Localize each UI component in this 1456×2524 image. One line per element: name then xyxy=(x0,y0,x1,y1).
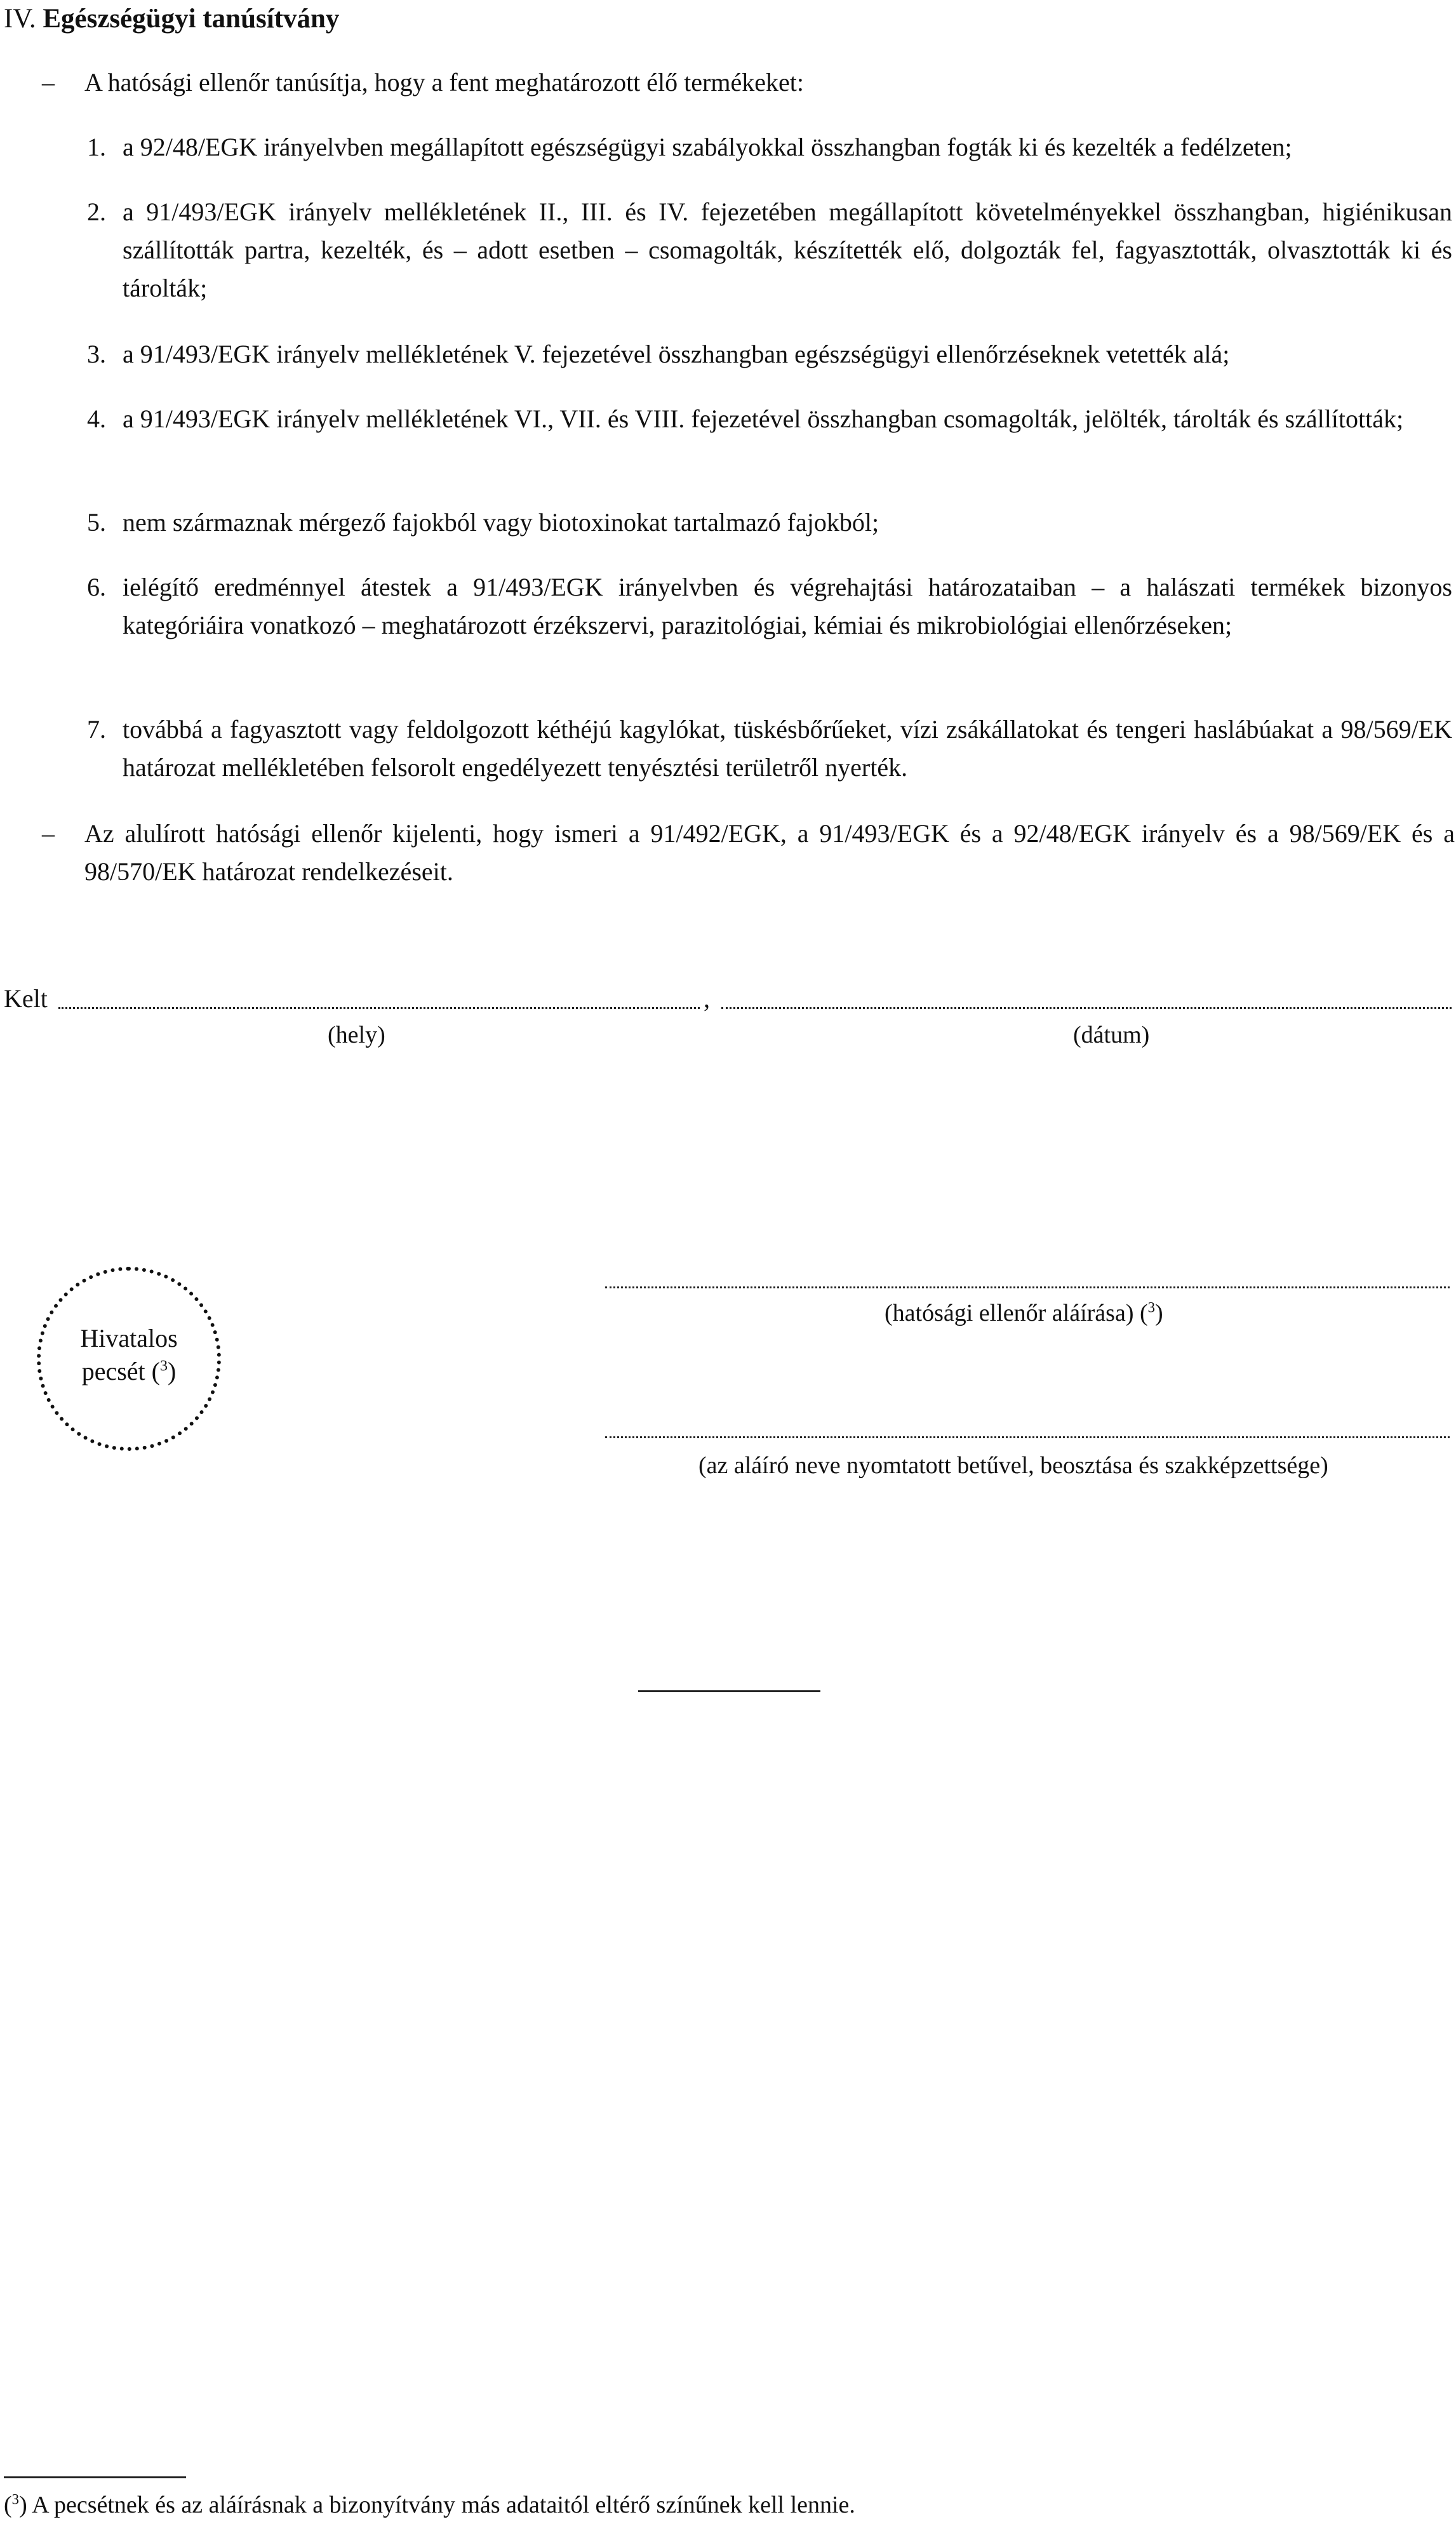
declaration-paragraph xyxy=(42,815,1455,891)
footnote-open: ( xyxy=(4,2492,12,2518)
signer-caption: (az aláíró neve nyomtatott betűvel, beosztása és szakképzettsége) xyxy=(698,1452,1328,1479)
footnote-ref: 3 xyxy=(1147,1299,1156,1316)
footnote-ref: 3 xyxy=(159,1358,168,1375)
footnote-close: ) xyxy=(19,2492,27,2518)
item-text: nem származnak mérgező fajokból vagy biotoxinokat tartalmazó fajokból; xyxy=(123,508,879,537)
list-item xyxy=(87,335,1452,373)
item-text: a 92/48/EGK irányelvben megállapított egészségügyi szabályokkal összhangban fogták ki és kezelték a fedélzeten; xyxy=(123,133,1292,161)
list-item xyxy=(87,400,1452,438)
declaration-text: Az alulírott hatósági ellenőr kijelenti, hogy ismeri a 91/492/EGK, a 91/493/EGK és a 92/48/EGK irányelv és a 98/569/EK és a 98/570/EK határozat rendelkezéseit. xyxy=(84,819,1455,886)
end-rule xyxy=(638,1690,820,1692)
item-number: 3. xyxy=(87,340,106,368)
footnote-rule xyxy=(4,2476,186,2478)
stamp-line-2-text: pecsét ( xyxy=(81,1357,160,1386)
intro-paragraph xyxy=(42,63,1455,102)
kelt-comma: , xyxy=(704,984,710,1013)
intro-text: A hatósági ellenőr tanúsítja, hogy a fent meghatározott élő termékeket: xyxy=(84,68,804,97)
signature-caption xyxy=(885,1294,1163,1332)
item-text: ielégítő eredménnyel átestek a 91/493/EGK irányelvben és végrehajtási határozataiban – a halászati termékek bizonyos kategóriáira vonatkozó – meghatározott érzékszervi, parazitológiai, kémiai és mikrobiológiai ellenőrzéseken; xyxy=(123,573,1452,639)
section-heading xyxy=(4,0,339,38)
signature-caption-text: (hatósági ellenőr aláírása) ( xyxy=(885,1300,1148,1326)
official-stamp-label xyxy=(37,1322,221,1388)
item-text: a 91/493/EGK irányelv mellékletének V. fejezetével összhangban egészségügyi ellenőrzéseknek vetették alá; xyxy=(123,340,1230,368)
stamp-line-2-close: ) xyxy=(167,1357,177,1386)
dash-bullet: – xyxy=(42,68,55,97)
list-item xyxy=(87,193,1452,307)
item-text: a 91/493/EGK irányelv mellékletének II., III. és IV. fejezetében megállapított követelményekkel összhangban, higiénikusan szállították partra, kezelték, és – adott esetben – csomagolták, készítették elő, dolgozták fel, fagyasztották, olvasztották ki és tárolták; xyxy=(123,197,1452,302)
place-date-row xyxy=(4,980,1455,1018)
footnote xyxy=(4,2486,855,2524)
item-number: 7. xyxy=(87,715,106,744)
kelt-label: Kelt xyxy=(4,984,48,1013)
place-field[interactable] xyxy=(58,1007,700,1009)
item-text: a 91/493/EGK irányelv mellékletének VI., VII. és VIII. fejezetével összhangban csomagolták, jelölték, tárolták és szállították; xyxy=(123,404,1404,433)
dash-bullet: – xyxy=(42,819,55,848)
date-caption: (dátum) xyxy=(1073,1022,1150,1048)
signature-caption-close: ) xyxy=(1155,1300,1163,1326)
item-number: 1. xyxy=(87,133,106,161)
date-field[interactable] xyxy=(721,1007,1452,1009)
stamp-line-2 xyxy=(37,1355,221,1388)
list-item xyxy=(87,711,1452,787)
item-number: 2. xyxy=(87,197,106,226)
item-number: 4. xyxy=(87,404,106,433)
item-number: 6. xyxy=(87,573,106,601)
section-number: IV. xyxy=(4,4,36,34)
item-text: továbbá a fagyasztott vagy feldolgozott kéthéjú kagylókat, tüskésbőrűeket, vízi zsákállatokat és tengeri haslábúakat a 98/569/EK határozat mellékletében felsorolt engedélyezett tenyésztési területről nyerték. xyxy=(123,715,1452,782)
stamp-line-1: Hivatalos xyxy=(80,1324,178,1352)
place-caption: (hely) xyxy=(328,1022,385,1048)
list-item xyxy=(87,568,1452,644)
list-item xyxy=(87,128,1452,166)
signer-name-field[interactable] xyxy=(605,1436,1450,1438)
footnote-text: A pecsétnek és az aláírásnak a bizonyítvány más adataitól eltérő színűnek kell lennie. xyxy=(32,2492,855,2518)
section-title: Egészségügyi tanúsítvány xyxy=(43,4,340,34)
item-number: 5. xyxy=(87,508,106,537)
footnote-ref: 3 xyxy=(11,2491,20,2507)
list-item xyxy=(87,504,1452,542)
signature-field[interactable] xyxy=(605,1286,1450,1288)
